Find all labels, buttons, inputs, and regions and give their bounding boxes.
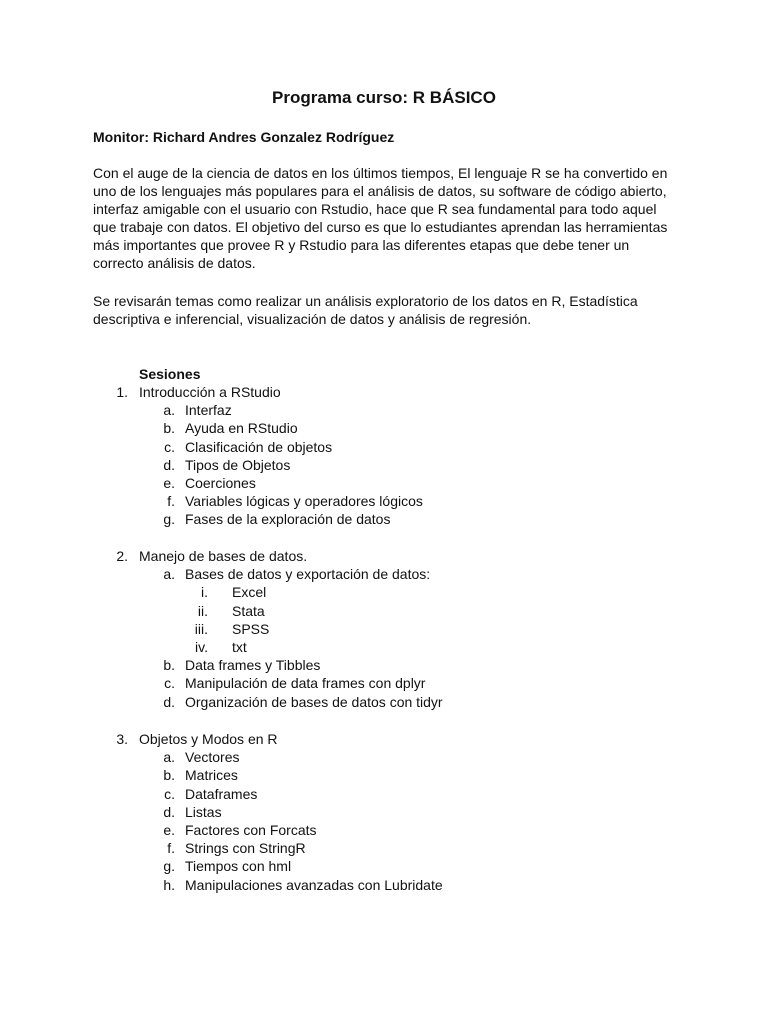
monitor-line: Monitor: Richard Andres Gonzalez Rodríguez bbox=[93, 129, 395, 145]
list-item bbox=[0, 492, 768, 510]
scope-line: Se revisarán temas como realizar un análisis exploratorio de los datos en R, Estadística bbox=[93, 293, 638, 309]
list-text: SPSS bbox=[232, 620, 270, 637]
list-number: iii. bbox=[194, 620, 208, 637]
list-item bbox=[0, 803, 768, 821]
list-subitem bbox=[0, 638, 768, 656]
list-item bbox=[0, 565, 768, 583]
list-number: g. bbox=[163, 858, 175, 875]
list-item bbox=[0, 748, 768, 766]
list-number: iv. bbox=[195, 638, 208, 655]
list-subitem bbox=[0, 583, 768, 601]
list-number: ii. bbox=[197, 602, 208, 619]
list-number: c. bbox=[164, 785, 175, 802]
session-2 bbox=[0, 547, 768, 711]
list-text: Tiempos con hml bbox=[185, 858, 292, 875]
list-text: Ayuda en RStudio bbox=[185, 420, 298, 437]
list-text: Objetos y Modos en R bbox=[139, 731, 278, 747]
list-number: d. bbox=[163, 803, 175, 820]
intro-line: uno de los lenguajes más populares para el análisis de datos, su software de código abierto, bbox=[93, 183, 667, 199]
list-text: Factores con Forcats bbox=[185, 821, 317, 838]
list-text: Excel bbox=[232, 584, 267, 601]
list-number: d. bbox=[163, 693, 175, 710]
list-item bbox=[0, 510, 768, 528]
session-title bbox=[0, 730, 768, 748]
list-subitem bbox=[0, 602, 768, 620]
list-item bbox=[0, 656, 768, 674]
list-text: Introducción a RStudio bbox=[139, 384, 281, 400]
list-number: d. bbox=[163, 456, 175, 473]
session-1 bbox=[0, 383, 768, 529]
list-item bbox=[0, 401, 768, 419]
list-number: e. bbox=[163, 474, 175, 491]
scope-paragraph bbox=[93, 292, 683, 328]
list-item bbox=[0, 456, 768, 474]
list-text: Tipos de Objetos bbox=[185, 456, 291, 473]
list-number: i. bbox=[201, 584, 208, 601]
list-number: b. bbox=[163, 657, 175, 674]
list-text: Variables lógicas y operadores lógicos bbox=[185, 493, 423, 510]
list-number: a. bbox=[163, 402, 175, 419]
session-3 bbox=[0, 730, 768, 894]
session-title bbox=[0, 383, 768, 401]
list-item bbox=[0, 857, 768, 875]
list-number: 2. bbox=[116, 548, 128, 564]
list-item bbox=[0, 839, 768, 857]
list-number: b. bbox=[163, 420, 175, 437]
list-item bbox=[0, 474, 768, 492]
list-text: Data frames y Tibbles bbox=[185, 657, 321, 674]
list-text: Clasificación de objetos bbox=[185, 438, 333, 455]
list-number: g. bbox=[163, 511, 175, 528]
list-number: f. bbox=[167, 840, 175, 857]
intro-line: Con el auge de la ciencia de datos en los últimos tiempos, El lenguaje R se ha convertido en bbox=[93, 165, 668, 181]
list-text: Coerciones bbox=[185, 474, 256, 491]
list-text: Manipulación de data frames con dplyr bbox=[185, 675, 426, 692]
list-item bbox=[0, 419, 768, 437]
list-item bbox=[0, 693, 768, 711]
list-item bbox=[0, 674, 768, 692]
list-number: a. bbox=[163, 566, 175, 583]
list-text: Vectores bbox=[185, 749, 240, 766]
session-title bbox=[0, 547, 768, 565]
list-number: e. bbox=[163, 821, 175, 838]
list-text: Fases de la exploración de datos bbox=[185, 511, 391, 528]
sessions-heading: Sesiones bbox=[139, 366, 201, 382]
list-text: txt bbox=[232, 638, 247, 655]
list-text: Matrices bbox=[185, 767, 238, 784]
list-number: h. bbox=[163, 876, 175, 893]
list-number: a. bbox=[163, 749, 175, 766]
list-text: Strings con StringR bbox=[185, 840, 306, 857]
list-text: Manejo de bases de datos. bbox=[139, 548, 308, 564]
scope-line: descriptiva e inferencial, visualización de datos y análisis de regresión. bbox=[93, 311, 532, 327]
list-number: b. bbox=[163, 767, 175, 784]
list-item bbox=[0, 876, 768, 894]
list-text: Dataframes bbox=[185, 785, 258, 802]
list-text: Listas bbox=[185, 803, 222, 820]
list-number: c. bbox=[164, 675, 175, 692]
list-text: Manipulaciones avanzadas con Lubridate bbox=[185, 876, 443, 893]
list-item bbox=[0, 766, 768, 784]
list-item bbox=[0, 438, 768, 456]
list-number: f. bbox=[167, 493, 175, 510]
list-subitem bbox=[0, 620, 768, 638]
list-number: 3. bbox=[116, 731, 128, 747]
intro-paragraph bbox=[93, 164, 683, 272]
list-text: Stata bbox=[232, 602, 265, 619]
list-number: c. bbox=[164, 438, 175, 455]
intro-line: correcto análisis de datos. bbox=[93, 255, 256, 271]
intro-line: interfaz amigable con el usuario con Rstudio, hace que R sea fundamental para todo aquel bbox=[93, 201, 657, 217]
list-text: Bases de datos y exportación de datos: bbox=[185, 566, 431, 583]
list-number: 1. bbox=[116, 384, 128, 400]
list-item bbox=[0, 785, 768, 803]
intro-line: más importantes que provee R y Rstudio para las diferentes etapas que debe tener un bbox=[93, 237, 630, 253]
list-item bbox=[0, 821, 768, 839]
document-title: Programa curso: R BÁSICO bbox=[272, 88, 496, 107]
intro-line: que trabaje con datos. El objetivo del curso es que lo estudiantes aprendan las herramientas bbox=[93, 219, 668, 235]
list-text: Organización de bases de datos con tidyr bbox=[185, 693, 443, 710]
list-text: Interfaz bbox=[185, 402, 232, 419]
